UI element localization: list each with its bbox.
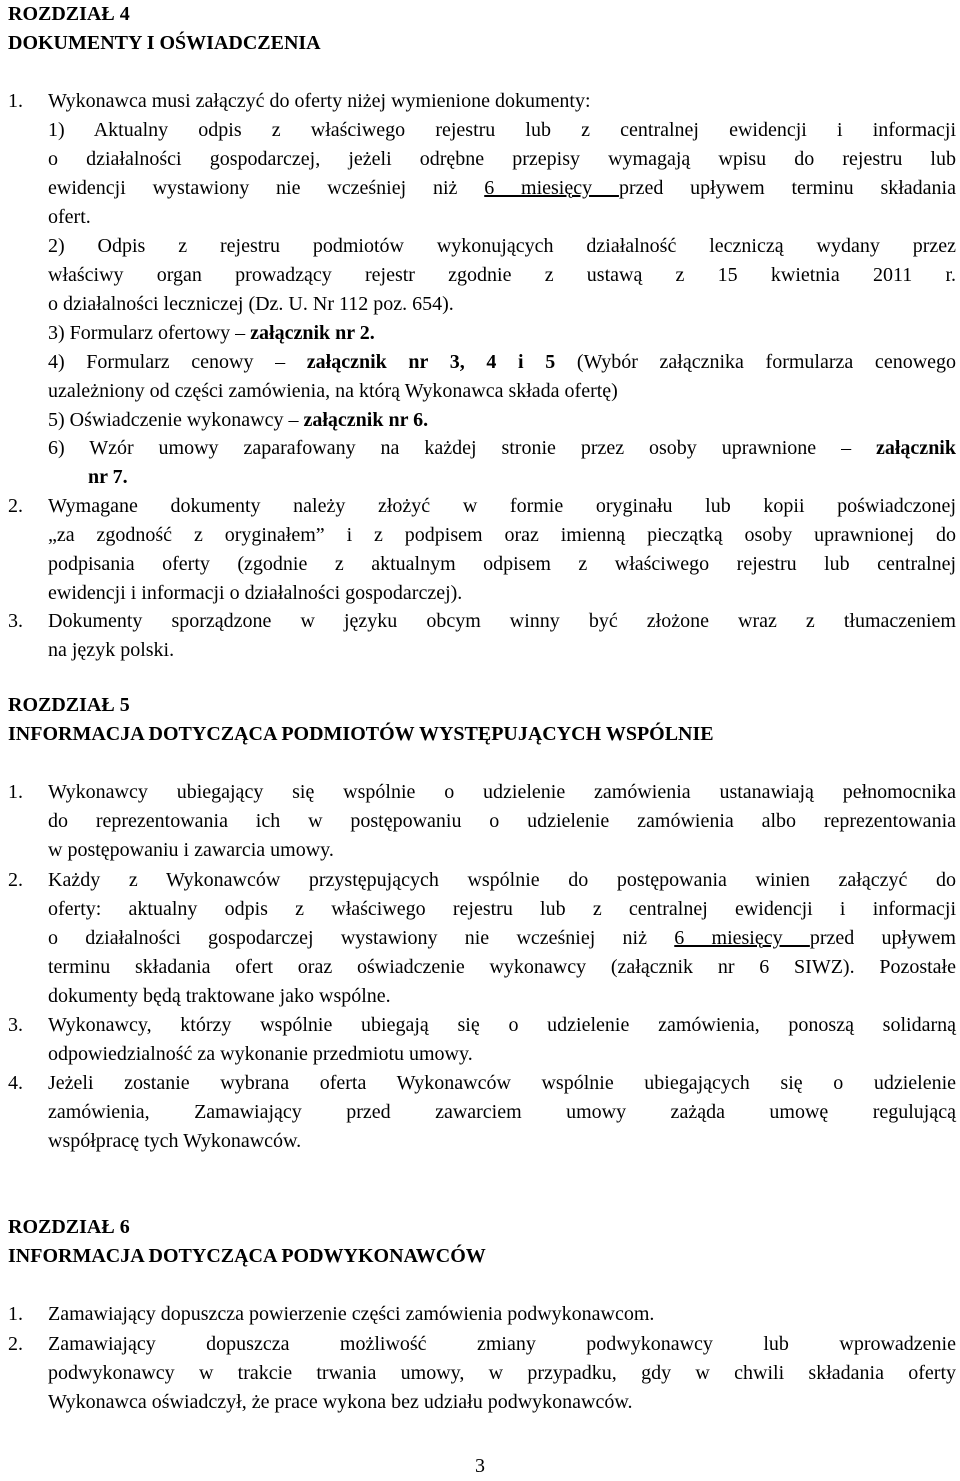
- ch4-item-2: [48, 232, 956, 319]
- item-bold: załącznik: [876, 437, 956, 459]
- point-line: Zamawiający dopuszcza możliwość zmiany podwykonawcy lub wprowadzenie: [48, 1333, 956, 1355]
- point-number: 2.: [8, 869, 23, 891]
- point-line: podwykonawcy w trakcie trwania umowy, w przypadku, gdy w chwili składania oferty: [48, 1362, 956, 1384]
- point-line: oferty: aktualny odpis z właściwego rejestru lub z centralnej ewidencji i informacji: [48, 898, 956, 920]
- item-line: 1) Aktualny odpis z właściwego rejestru lub z centralnej ewidencji i informacji: [48, 119, 956, 141]
- point-line: Wykonawca oświadczył, że prace wykona bez udziału podwykonawców.: [48, 1391, 633, 1413]
- ch4-point-1: [8, 87, 956, 116]
- ch4-point-3: [8, 607, 956, 665]
- chapter-subtitle: INFORMACJA DOTYCZĄCA PODMIOTÓW WYSTĘPUJĄCYCH WSPÓLNIE: [8, 723, 714, 745]
- point-number: 2.: [8, 495, 23, 517]
- text-span: 6) Wzór umowy zaparafowany na każdej stronie przez osoby uprawnione –: [48, 437, 876, 459]
- item-bold: nr 7.: [88, 466, 128, 488]
- point-line: do reprezentowania ich w postępowaniu o udzielenie zamówienia albo reprezentowania: [48, 810, 956, 832]
- point-line: terminu składania ofert oraz oświadczenie wykonawcy (załącznik nr 6 SIWZ). Pozostałe: [48, 956, 956, 978]
- point-number: 2.: [8, 1333, 23, 1355]
- ch4-item-4: [48, 348, 956, 406]
- point-text: Wykonawca musi załączyć do oferty niżej wymienione dokumenty:: [48, 90, 591, 112]
- point-number: 1.: [8, 90, 23, 112]
- point-line: Wymagane dokumenty należy złożyć w formie oryginału lub kopii poświadczonej: [48, 495, 956, 517]
- item-text: 5) Oświadczenie wykonawcy –: [48, 409, 304, 431]
- point-line: współpracę tych Wykonawców.: [48, 1130, 302, 1152]
- text-span: (Wybór załącznika formularza cenowego: [555, 351, 957, 373]
- text-span: 4) Formularz cenowy –: [48, 351, 307, 373]
- chapter-title: ROZDZIAŁ 6: [8, 1216, 130, 1238]
- point-line: ewidencji i informacji o działalności gospodarczej).: [48, 582, 463, 604]
- ch4-item-3: [48, 319, 956, 348]
- text-span: o działalności gospodarczej wystawiony nie wcześniej niż: [48, 927, 675, 949]
- item-bold: załącznik nr 3, 4 i 5: [306, 351, 556, 373]
- item-line: o działalności leczniczej (Dz. U. Nr 112 poz. 654).: [48, 293, 454, 315]
- item-bold: załącznik nr 2.: [250, 322, 375, 344]
- item-line: uzależniony od części zamówienia, na którą Wykonawca składa ofertę): [48, 380, 618, 402]
- chapter-title: ROZDZIAŁ 5: [8, 694, 130, 716]
- chapter-subtitle: DOKUMENTY I OŚWIADCZENIA: [8, 32, 321, 54]
- ch5-point-2: [8, 866, 956, 1011]
- point-number: 4.: [8, 1072, 23, 1094]
- point-line: w postępowaniu i zawarcia umowy.: [48, 839, 334, 861]
- item-line: ofert.: [48, 206, 91, 228]
- point-line: „za zgodność z oryginałem” i z podpisem oraz imienną pieczątką osoby uprawnionej do: [48, 524, 956, 546]
- item-line: 2) Odpis z rejestru podmiotów wykonujących działalność leczniczą wydany przez: [48, 235, 956, 257]
- ch4-point-2: [8, 492, 956, 608]
- chapter-subtitle: INFORMACJA DOTYCZĄCA PODWYKONAWCÓW: [8, 1245, 486, 1267]
- item-line: [48, 174, 956, 203]
- ch4-item-5: [48, 406, 956, 435]
- point-line: na język polski.: [48, 639, 175, 661]
- point-line: zamówienia, Zamawiający przed zawarciem umowy zażąda umowę regulującą: [48, 1101, 956, 1123]
- ch6-point-1: [8, 1300, 956, 1329]
- item-line: [48, 348, 956, 377]
- point-line: Jeżeli zostanie wybrana oferta Wykonawców wspólnie ubiegających się o udzielenie: [48, 1072, 956, 1094]
- item-line: właściwy organ prowadzący rejestr zgodnie z ustawą z 15 kwietnia 2011 r.: [48, 264, 956, 286]
- point-number: 3.: [8, 1014, 23, 1036]
- underlined-text: 6 miesięcy: [484, 177, 619, 199]
- item-line: [48, 434, 956, 463]
- page-number: 3: [475, 1455, 485, 1477]
- point-line: Wykonawcy, którzy wspólnie ubiegają się o udzielenie zamówienia, ponoszą solidarną: [48, 1014, 956, 1036]
- ch6-point-2: [8, 1330, 956, 1417]
- point-line: Dokumenty sporządzone w języku obcym winny być złożone wraz z tłumaczeniem: [48, 610, 956, 632]
- text-span: ewidencji wystawiony nie wcześniej niż: [48, 177, 485, 199]
- text-span: przed upływem terminu składania: [618, 177, 956, 199]
- item-text: 3) Formularz ofertowy –: [48, 322, 251, 344]
- item-line: o działalności gospodarczej, jeżeli odrębne przepisy wymagają wpisu do rejestru lub: [48, 148, 956, 170]
- ch5-point-1: [8, 778, 956, 865]
- chapter-5-heading: [8, 691, 956, 749]
- chapter-4-heading: [8, 0, 956, 58]
- chapter-title: ROZDZIAŁ 4: [8, 3, 130, 25]
- point-line: dokumenty będą traktowane jako wspólne.: [48, 985, 391, 1007]
- ch4-item-6: [48, 434, 956, 492]
- ch5-point-3: [8, 1011, 956, 1069]
- underlined-text: 6 miesięcy: [674, 927, 810, 949]
- chapter-6-heading: [8, 1213, 956, 1271]
- point-text: Zamawiający dopuszcza powierzenie części zamówienia podwykonawcom.: [48, 1303, 655, 1325]
- point-number: 1.: [8, 781, 23, 803]
- point-line: podpisania oferty (zgodnie z aktualnym odpisem z właściwego rejestru lub centralnej: [48, 553, 956, 575]
- point-number: 1.: [8, 1303, 23, 1325]
- ch4-item-1: [48, 116, 956, 232]
- point-line: odpowiedzialność za wykonanie przedmiotu umowy.: [48, 1043, 473, 1065]
- ch5-point-4: [8, 1069, 956, 1156]
- item-bold: załącznik nr 6.: [303, 409, 429, 431]
- point-line: [48, 924, 956, 953]
- text-span: przed upływem: [809, 927, 956, 949]
- point-line: Każdy z Wykonawców przystępujących wspólnie do postępowania winien załączyć do: [48, 869, 956, 891]
- point-line: Wykonawcy ubiegający się wspólnie o udzielenie zamówienia ustanawiają pełnomocnika: [48, 781, 956, 803]
- point-number: 3.: [8, 610, 23, 632]
